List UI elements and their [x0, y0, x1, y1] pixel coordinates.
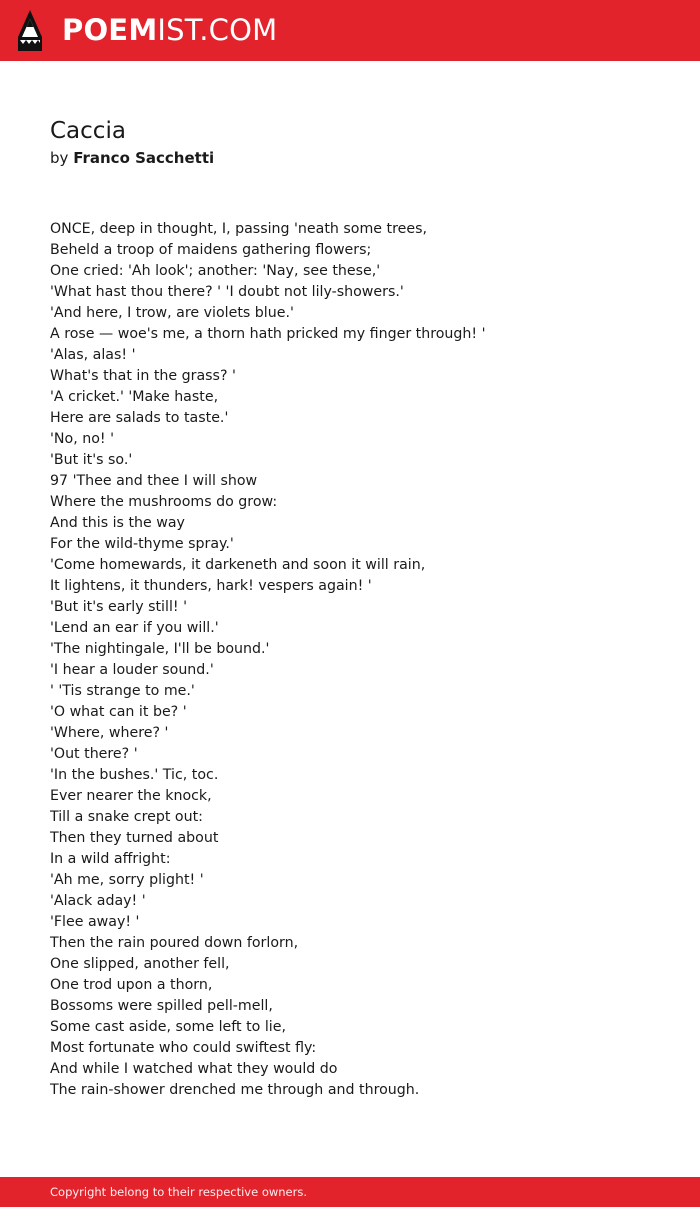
poem-line: 'The nightingale, I'll be bound.' — [50, 641, 270, 657]
poem-line: 'Alas, alas! ' — [50, 347, 136, 363]
poem-line: In a wild affright: — [50, 851, 171, 867]
poem-line: 'In the bushes.' Tic, toc. — [50, 767, 219, 783]
poem-line: Where the mushrooms do grow: — [50, 494, 278, 510]
poem-line: Here are salads to taste.' — [50, 410, 229, 426]
poem-line: Beheld a troop of maidens gathering flowers; — [50, 242, 372, 258]
poem-line: 'Come homewards, it darkeneth and soon it will rain, — [50, 557, 426, 573]
poem-line: 'Where, where? ' — [50, 725, 169, 741]
poem-line: 'Lend an ear if you will.' — [50, 620, 219, 636]
poem-line: 97 'Thee and thee I will show — [50, 473, 258, 489]
poem-line: ONCE, deep in thought, I, passing 'neath some trees, — [50, 221, 427, 237]
poem-line: 'No, no! ' — [50, 431, 114, 447]
poem-line: 'Ah me, sorry plight! ' — [50, 872, 204, 888]
poem-line: One cried: 'Ah look'; another: 'Nay, see these,' — [50, 263, 381, 279]
poem-line: 'But it's so.' — [50, 452, 133, 468]
logo-text-light: IST.COM — [157, 13, 278, 47]
poem-line: 'I hear a louder sound.' — [50, 662, 214, 678]
site-header — [0, 0, 700, 61]
poem-line: Bossoms were spilled pell-mell, — [50, 998, 273, 1014]
poem-line: And this is the way — [50, 515, 185, 531]
poem-line: 'Flee away! ' — [50, 914, 140, 930]
poem-line: ' 'Tis strange to me.' — [50, 683, 195, 699]
poem-line: It lightens, it thunders, hark! vespers again! ' — [50, 578, 372, 594]
poem-author: Franco Sacchetti — [73, 149, 215, 167]
poem-line: 'And here, I trow, are violets blue.' — [50, 305, 294, 321]
poem-line: Till a snake crept out: — [50, 809, 203, 825]
poem-line: Then they turned about — [50, 830, 219, 846]
site-footer — [0, 1177, 700, 1207]
poem-line: 'What hast thou there? ' 'I doubt not lily-showers.' — [50, 284, 404, 300]
poem-line: 'O what can it be? ' — [50, 704, 187, 720]
poem-line: For the wild-thyme spray.' — [50, 536, 234, 552]
poem-line: 'But it's early still! ' — [50, 599, 187, 615]
poem-line: 'Out there? ' — [50, 746, 138, 762]
poem-body — [50, 219, 486, 1101]
site-logo-link[interactable] — [62, 13, 277, 47]
poem-line: And while I watched what they would do — [50, 1061, 338, 1077]
poem-line: What's that in the grass? ' — [50, 368, 236, 384]
poem-title: Caccia — [50, 118, 126, 144]
poem-line: Then the rain poured down forlorn, — [50, 935, 299, 951]
poem-line: Ever nearer the knock, — [50, 788, 212, 804]
poem-line: A rose — woe's me, a thorn hath pricked my finger through! ' — [50, 326, 486, 342]
logo-text-strong: POEM — [62, 13, 158, 47]
copyright-text: Copyright belong to their respective owners. — [50, 1185, 308, 1199]
poem-line: 'Alack aday! ' — [50, 893, 146, 909]
poem-line: Some cast aside, some left to lie, — [50, 1019, 286, 1035]
poem-line: One slipped, another fell, — [50, 956, 230, 972]
poem-byline — [50, 148, 214, 169]
pencil-tip-icon — [17, 10, 43, 52]
poem-line: The rain-shower drenched me through and through. — [50, 1082, 420, 1098]
poem-line: One trod upon a thorn, — [50, 977, 213, 993]
poem-line: Most fortunate who could swiftest fly: — [50, 1040, 317, 1056]
poem-line: 'A cricket.' 'Make haste, — [50, 389, 219, 405]
by-label: by — [50, 149, 69, 167]
